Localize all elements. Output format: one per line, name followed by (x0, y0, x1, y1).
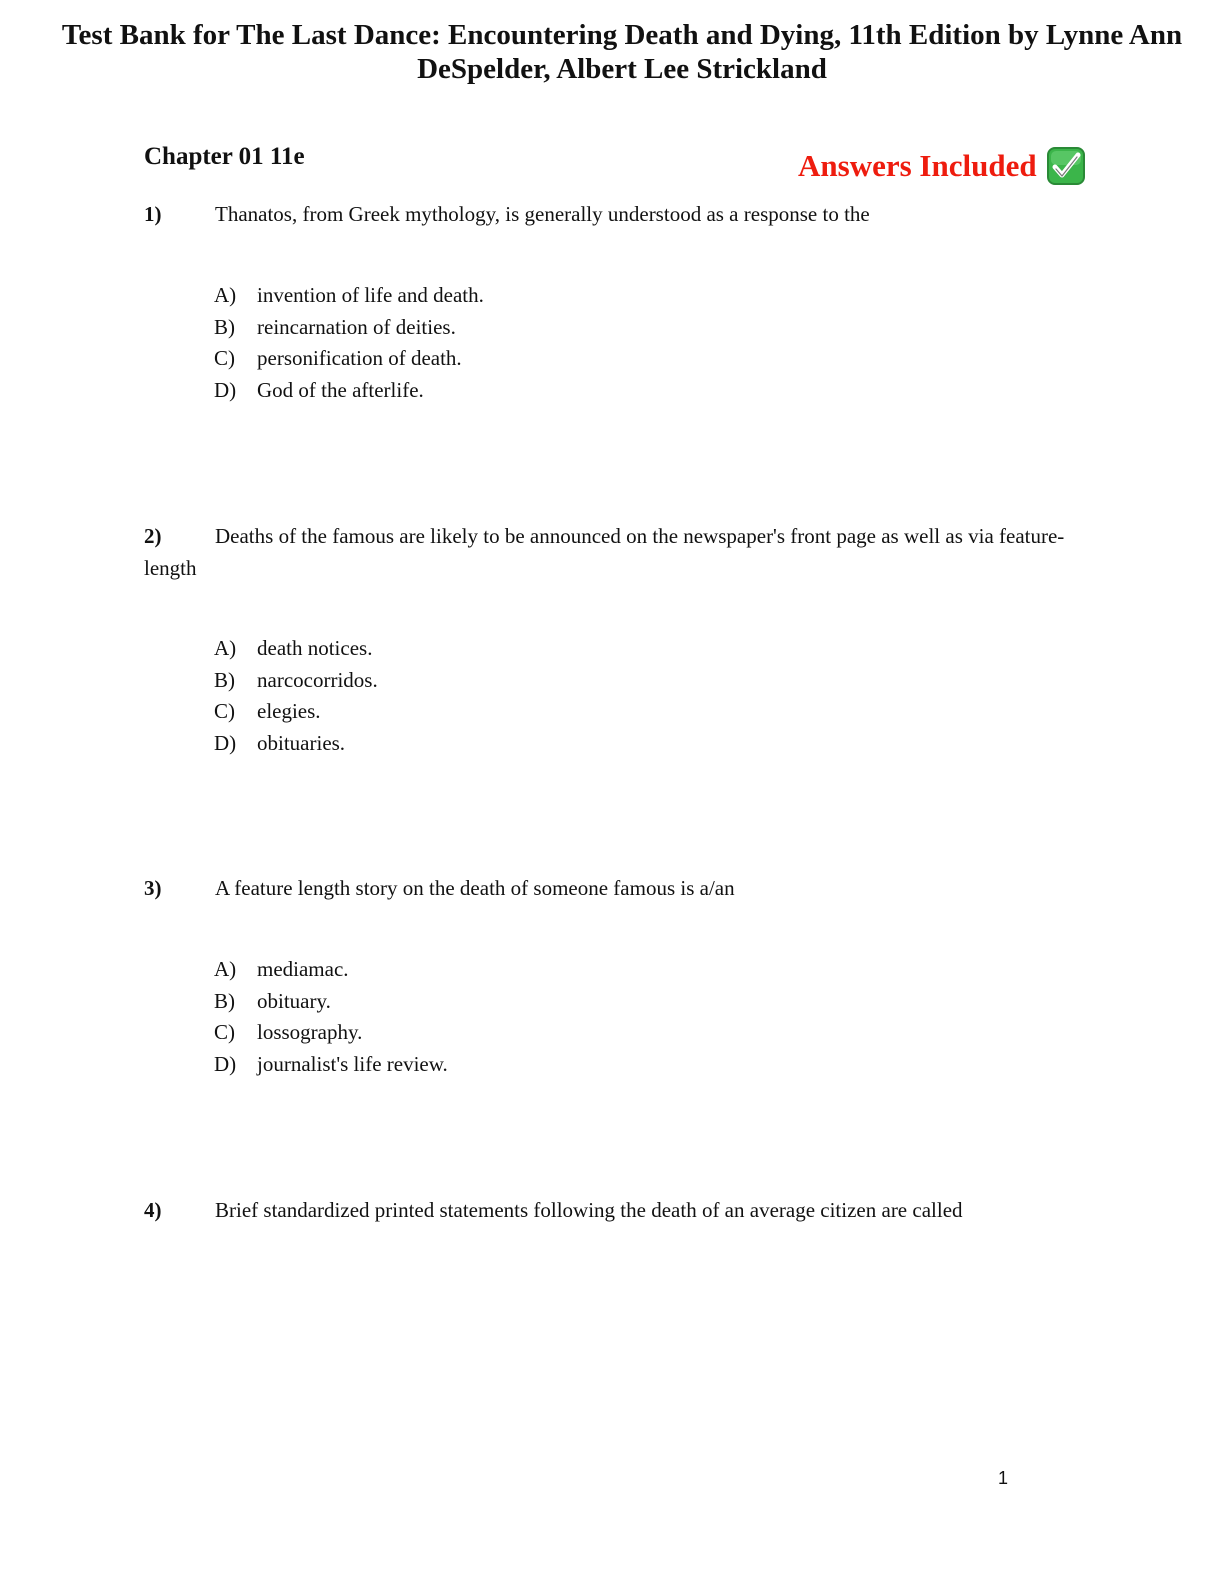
question-number: 1) (144, 202, 162, 226)
question-3 (144, 872, 1084, 904)
option-letter: B) (214, 314, 235, 339)
option-text: mediamac. (257, 957, 349, 981)
option-text: God of the afterlife. (257, 378, 424, 403)
question-2 (144, 520, 1084, 584)
option-a (214, 280, 484, 312)
option-letter: B) (214, 988, 235, 1013)
option-d (214, 1049, 448, 1081)
question-1-options (214, 280, 484, 407)
option-c (214, 343, 484, 375)
option-text: elegies. (257, 699, 321, 724)
answers-included-label: Answers Included (798, 148, 1037, 183)
option-letter: B) (214, 667, 235, 692)
option-b (214, 986, 448, 1018)
option-text: lossography. (257, 1020, 363, 1045)
question-4 (144, 1194, 1084, 1226)
option-b (214, 312, 484, 344)
page-number: 1 (998, 1468, 1009, 1488)
option-letter: A) (214, 957, 237, 981)
option-text: obituary. (257, 988, 331, 1013)
question-text: Deaths of the famous are likely to be announced on the newspaper's front page as well as via feature-length (144, 524, 1065, 580)
question-1 (144, 198, 1084, 230)
option-letter: C) (214, 699, 235, 724)
option-text: journalist's life review. (257, 1052, 448, 1077)
question-number: 3) (144, 876, 162, 900)
option-text: invention of life and death. (257, 283, 484, 307)
option-c (214, 1017, 448, 1049)
question-2-options (214, 633, 378, 760)
question-number: 2) (144, 524, 162, 548)
option-letter: A) (214, 636, 237, 660)
chapter-heading: Chapter 01 11e (144, 143, 305, 170)
question-text: Brief standardized printed statements following the death of an average citizen are called (215, 1198, 963, 1222)
question-text: Thanatos, from Greek mythology, is generally understood as a response to the (215, 202, 870, 226)
option-text: reincarnation of deities. (257, 314, 456, 339)
option-text: personification of death. (257, 346, 462, 371)
option-text: death notices. (257, 636, 373, 660)
option-letter: D) (214, 378, 237, 403)
option-text: narcocorridos. (257, 667, 378, 692)
question-text: A feature length story on the death of someone famous is a/an (215, 876, 735, 900)
question-number: 4) (144, 1198, 162, 1222)
document-title: Test Bank for The Last Dance: Encountering Death and Dying, 11th Edition by Lynne Ann DeSpelder, Albert Lee Strickland (61, 19, 1183, 85)
option-a (214, 633, 378, 665)
option-text: obituaries. (257, 731, 346, 756)
option-letter: C) (214, 1020, 235, 1045)
option-c (214, 696, 378, 728)
option-b (214, 665, 378, 697)
answers-included-badge (798, 146, 1085, 186)
option-letter: D) (214, 731, 237, 756)
check-mark-button-icon (1047, 147, 1085, 185)
option-letter: A) (214, 283, 237, 307)
option-letter: D) (214, 1052, 237, 1077)
option-d (214, 728, 378, 760)
question-3-options (214, 954, 448, 1081)
option-letter: C) (214, 346, 235, 371)
option-d (214, 375, 484, 407)
option-a (214, 954, 448, 986)
